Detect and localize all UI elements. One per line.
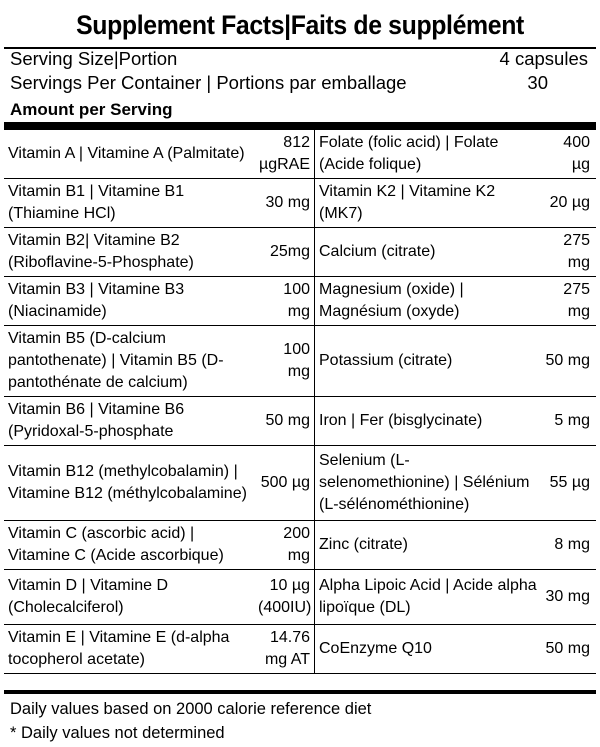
nutrient-amount: 400 µg — [541, 130, 596, 179]
nutrient-amount: 812 µgRAE — [254, 130, 315, 179]
supplement-facts-panel — [4, 4, 596, 743]
nutrient-row — [4, 446, 596, 521]
nutrient-name: Vitamin D | Vitamine D (Cholecalciferol) — [4, 570, 254, 625]
nutrient-amount: 8 mg — [541, 521, 596, 570]
nutrient-amount: 25mg — [254, 228, 315, 277]
nutrient-name: Alpha Lipoic Acid | Acide alpha lipoïque (DL) — [315, 570, 542, 625]
nutrient-name: Potassium (citrate) — [315, 326, 542, 397]
nutrient-row — [4, 570, 596, 625]
nutrient-row — [4, 179, 596, 228]
servings-per-container-label: Servings Per Container | Portions par emballage — [10, 72, 407, 93]
nutrient-name: Vitamin K2 | Vitamine K2 (MK7) — [315, 179, 542, 228]
nutrient-row — [4, 625, 596, 674]
nutrient-row — [4, 521, 596, 570]
serving-size-value: 4 capsules — [499, 48, 588, 69]
footnote-not-determined: * Daily values not determined — [10, 724, 225, 742]
nutrient-name: Calcium (citrate) — [315, 228, 542, 277]
thick-divider — [4, 122, 596, 130]
nutrient-amount: 100 mg — [254, 277, 315, 326]
nutrient-amount: 50 mg — [541, 625, 596, 674]
nutrient-amount: 200 mg — [254, 521, 315, 570]
nutrient-name: Vitamin A | Vitamine A (Palmitate) — [4, 130, 254, 179]
nutrient-name: Vitamin B5 (D-calcium pantothenate) | Vitamin B5 (D-pantothénate de calcium) — [4, 326, 254, 397]
nutrient-name: CoEnzyme Q10 — [315, 625, 542, 674]
nutrient-row — [4, 326, 596, 397]
nutrient-name: Vitamin C (ascorbic acid) | Vitamine C (Acide ascorbique) — [4, 521, 254, 570]
panel-title: Supplement Facts|Faits de supplément — [76, 10, 524, 40]
nutrient-name: Vitamin E | Vitamine E (d-alpha tocopherol acetate) — [4, 625, 254, 674]
nutrient-name: Vitamin B6 | Vitamine B6 (Pyridoxal-5-phosphate — [4, 397, 254, 446]
nutrient-amount: 5 mg — [541, 397, 596, 446]
nutrient-row — [4, 397, 596, 446]
nutrient-amount: 30 mg — [254, 179, 315, 228]
nutrient-amount: 55 µg — [541, 446, 596, 521]
nutrient-name: Vitamin B1 | Vitamine B1 (Thiamine HCl) — [4, 179, 254, 228]
nutrient-name: Vitamin B12 (methylcobalamin) | Vitamine B12 (méthylcobalamine) — [4, 446, 254, 521]
nutrient-name: Iron | Fer (bisglycinate) — [315, 397, 542, 446]
nutrient-row — [4, 130, 596, 179]
nutrient-name: Vitamin B2| Vitamine B2 (Riboflavine-5-Phosphate) — [4, 228, 254, 277]
serving-size-label: Serving Size|Portion — [10, 48, 178, 69]
nutrient-table — [4, 130, 596, 674]
nutrient-name: Vitamin B3 | Vitamine B3 (Niacinamide) — [4, 277, 254, 326]
nutrient-amount: 10 µg (400IU) — [254, 570, 315, 625]
nutrient-name: Folate (folic acid) | Folate (Acide folique) — [315, 130, 542, 179]
nutrient-amount: 20 µg — [541, 179, 596, 228]
nutrient-amount: 30 mg — [541, 570, 596, 625]
nutrient-name: Selenium (L-selenomethionine) | Sélénium (L-sélénométhionine) — [315, 446, 542, 521]
amount-per-serving-header: Amount per Serving — [10, 100, 173, 119]
nutrient-amount: 275 mg — [541, 228, 596, 277]
nutrient-amount: 275 mg — [541, 277, 596, 326]
nutrient-amount: 500 µg — [254, 446, 315, 521]
nutrient-amount: 50 mg — [254, 397, 315, 446]
nutrient-name: Magnesium (oxide) | Magnésium (oxyde) — [315, 277, 542, 326]
footnote-daily-values: Daily values based on 2000 calorie reference diet — [10, 700, 372, 718]
nutrient-amount: 100 mg — [254, 326, 315, 397]
footer-divider — [4, 690, 596, 694]
nutrient-row — [4, 228, 596, 277]
nutrient-row — [4, 277, 596, 326]
nutrient-amount: 14.76 mg AT — [254, 625, 315, 674]
servings-per-container-value: 30 — [527, 72, 548, 93]
nutrient-name: Zinc (citrate) — [315, 521, 542, 570]
nutrient-amount: 50 mg — [541, 326, 596, 397]
